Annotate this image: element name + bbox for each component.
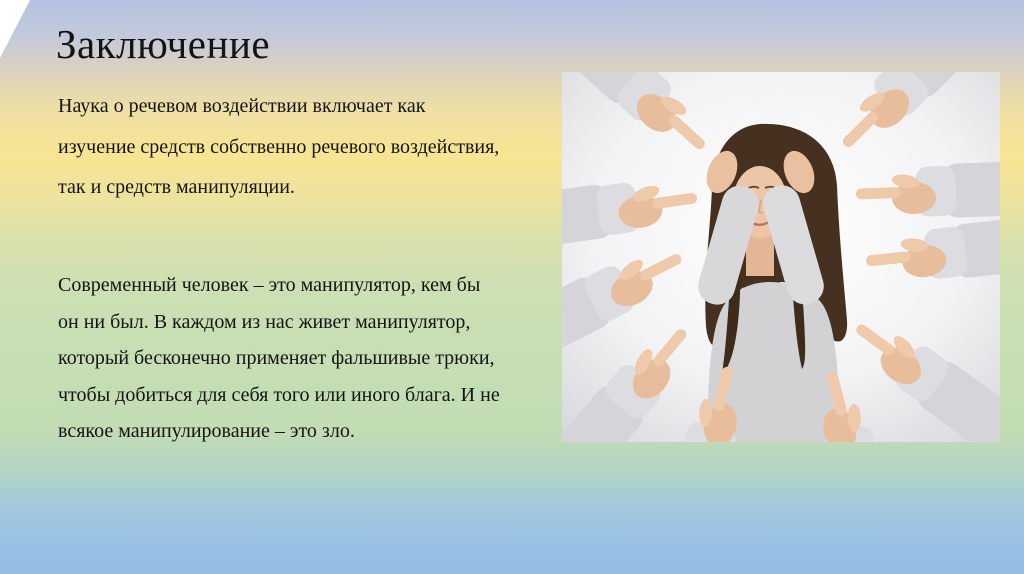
text-line: изучение средств собственно речевого воздействия, — [58, 135, 500, 158]
slide-title: Заключение — [56, 21, 271, 67]
text-line: чтобы добиться для себя того или иного блага. И не — [58, 383, 500, 406]
photo-illustration — [562, 72, 1000, 442]
text-line: Наука о речевом воздействии включает как — [58, 95, 426, 117]
text-line: он ни был. В каждом из нас живет манипулятор, — [58, 310, 471, 333]
text-line: который бесконечно применяет фальшивые трюки, — [58, 347, 495, 370]
slide-corner-fold — [0, 0, 30, 58]
text-line: Современный человек – это манипулятор, кем бы — [58, 274, 481, 296]
text-line: так и средств манипуляции. — [58, 176, 295, 198]
pointing-fingers-photo — [562, 72, 1000, 442]
paragraph-manipulator — [58, 267, 500, 450]
paragraph-science — [58, 86, 499, 208]
text-line: всякое манипулирование – это зло. — [58, 420, 355, 443]
